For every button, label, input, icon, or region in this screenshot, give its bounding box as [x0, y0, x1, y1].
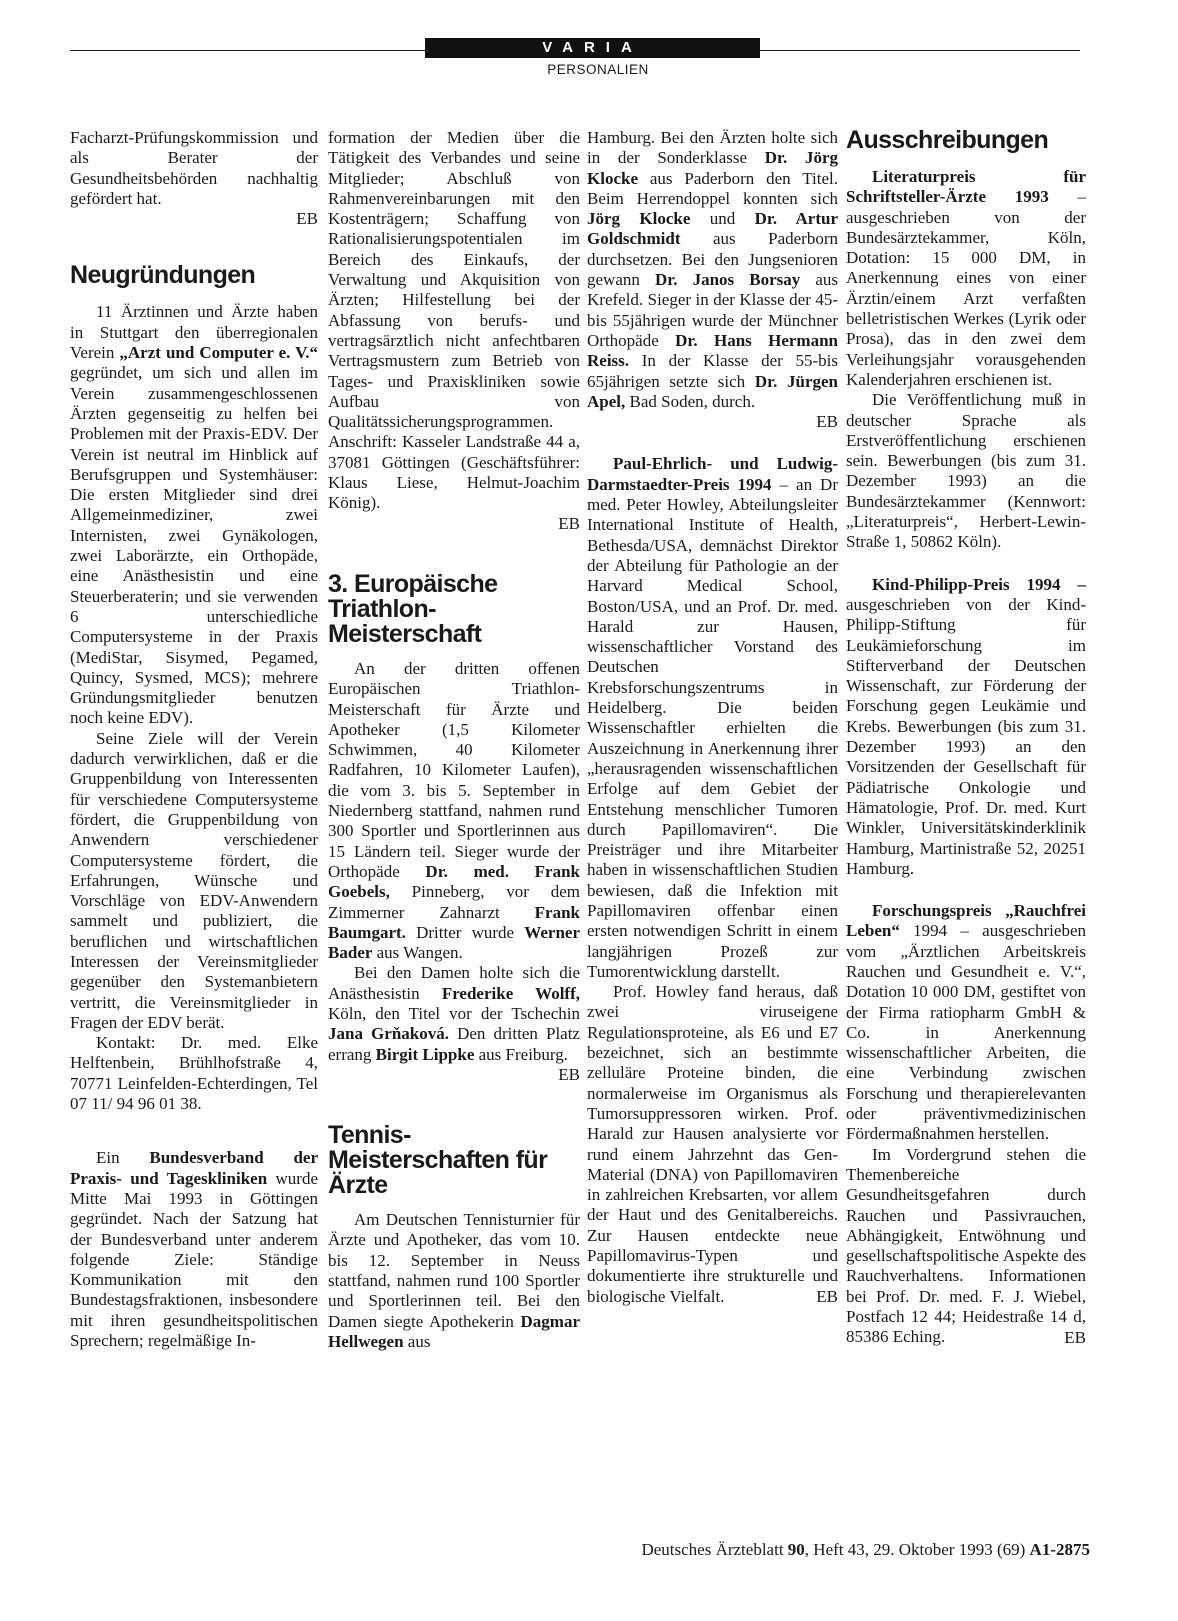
paragraph: Hamburg. Bei den Ärzten holte sich in der Sonderklasse Dr. Jörg Klocke aus Paderborn den Titel. Beim Herrendoppel konnten sich Jörg Klocke und Dr. Artur Goldschmidt aus Paderborn durchsetzen. Bei den Jungsenioren gewann Dr. Janos Borsay aus Krefeld. Sieger in der Klasse der 45- bis 55jährigen wurde der Münchner Orthopäde Dr. Hans Hermann Reiss. In der Klasse der 55-bis 65jährigen setzte sich Dr. Jürgen Apel, Bad Soden, durch. — [587, 128, 838, 411]
author-initials: EB — [816, 1286, 838, 1306]
author-initials: EB — [816, 412, 838, 432]
column-1 — [70, 128, 318, 1351]
column-4 — [846, 128, 1086, 1348]
paragraph: Facharzt-Prüfungskommission und als Berater der Gesundheitsbehörden nachhaltig gefördert hat. — [70, 128, 318, 208]
paragraph: Literaturpreis für Schriftsteller-Ärzte 1993 – ausgeschrieben von der Bundesärztekammer, Köln, Dotation: 15 000 DM, in Anerkennung eines von einer Ärztin/einem Arzt verfaßten belletristischen Werkes (Lyrik oder Prosa), das in den zwei dem Verleihungsjahr vorausgehenden Kalenderjahren erschienen ist. — [846, 167, 1087, 389]
page-footer: Deutsches Ärzteblatt 90, Heft 43, 29. Oktober 1993 (69) A1-2875 — [641, 1540, 1090, 1559]
paragraph: Ein Bundesverband der Praxis- und Tageskliniken wurde Mitte Mai 1993 in Göttingen gegründet. Nach der Satzung hat der Bundesverband unter anderem folgende Ziele: Ständige Kommunikation mit den Bundestagsfraktionen, insbesondere mit ihren gesundheitspolitischen Sprechern; regelmäßige In- — [70, 1148, 319, 1351]
paragraph: Die Veröffentlichung muß in deutscher Sprache als Erstveröffentlichung erschienen sein. Bewerbungen (bis zum 31. Dezember 1993) an die Bundesärztekammer (Kennwort: „Literaturpreis“, Herbert-Lewin-Straße 1, 50862 Köln). — [846, 390, 1086, 552]
paragraph: Bei den Damen holte sich die Anästhesistin Frederike Wolff, Köln, den Titel vor der Tschechin Jana Grňaková. Den dritten Platz errang Birgit Lippke aus Freiburg. — [328, 963, 580, 1064]
heading-tennis: Tennis-Meisterschaften für Ärzte — [328, 1121, 548, 1200]
paragraph: Forschungspreis „Rauchfrei Leben“ 1994 – ausgeschrieben vom „Ärztlichen Arbeitskreis Rauchen und Gesundheit e. V.“, Dotation 10 000 DM, gestiftet von der Firma ratiopharm GmbH & Co. in Anerkennung wissenschaftlicher Arbeiten, die eine Verbindung zwischen Forschung und therapierelevanten oder präventivmedizinischen Fördermaßnahmen herstellen. — [846, 901, 1086, 1144]
author-initials: EB — [558, 513, 580, 533]
paragraph: Kind-Philipp-Preis 1994 – ausgeschrieben von der Kind-Philipp-Stiftung für Leukämieforschung im Stifterverband der Deutschen Wissenschaft, zur Förderung der Forschung gegen Leukämie und Krebs. Bewerbungen (bis zum 31. Dezember 1993) an den Vorsitzenden der Gesellschaft für Pädiatrische Onkologie und Hämatologie, Prof. Dr. med. Kurt Winkler, Universitätskinderklinik Hamburg, Martinistraße 52, 20251 Hamburg. — [846, 574, 1086, 878]
paragraph: Kontakt: Dr. med. Elke Helftenbein, Brühlhofstraße 4, 70771 Leinfelden-Echterdingen, Tel 07 11/ 94 96 01 38. — [70, 1033, 318, 1114]
paragraph: Seine Ziele will der Verein dadurch verwirklichen, daß er die Gruppenbildung von Interessenten für verschiedene Computersysteme fördert, die Gruppenbildung von Anwendern verschiedener Computersysteme fördert, die Erfahrungen, Wünsche und Vorschläge von EDV-Anwendern sammelt und publiziert, die beruflichen und wirtschaftlichen Interessen der Vereinsmitglieder gegenüber den Systemanbietern vertritt, die Vereinsmitglieder in Fragen der EDV berät. — [70, 728, 318, 1032]
paragraph: formation der Medien über die Tätigkeit des Verbandes und seine Mitglieder; Abschluß von Rahmenvereinbarungen mit den Kostenträgern; Schaffung von Rationalisierungspotentialen im Bereich des Einkaufs, der Verwaltung und Akquisition von Ärzten; Hilfestellung bei der Abfassung von berufs- und vertragsärztlich nicht anfechtbaren Vertragsmustern zum Betrieb von Tages- und Praxiskliniken sowie Aufbau von Qualitätssicherungsprogrammen. Anschrift: Kasseler Landstraße 44 a, 37081 Göttingen (Geschäftsführer: Klaus Liese, Helmut-Joachim König). — [328, 128, 580, 513]
paragraph: Am Deutschen Tennisturnier für Ärzte und Apotheker, das vom 10. bis 12. September in Neuss stattfand, nahmen rund 100 Sportler und Sportlerinnen teil. Bei den Damen siegte Apothekerin Dagmar Hellwegen aus — [328, 1210, 580, 1351]
paragraph: Prof. Howley fand heraus, daß zwei viruseigene Regulationsproteine, als E6 und E7 bezeichnet, sich an bestimmte zelluläre Proteine binden, die normalerweise im Organismus als Tumorsuppressoren wirken. Prof. Harald zur Hausen analysierte vor rund einem Jahrzehnt das Gen-Material (DNA) von Papillomaviren in zahlreichen Krebsarten, vor allem der Haut und des Genitalbereichs. Zur Hausen entdeckte neue Papillomavirus-Typen und dokumentierte ihre strukturelle und biologische Vielfalt. — [587, 982, 838, 1306]
rubric-bar: VARIA — [425, 38, 760, 58]
paragraph: Im Vordergrund stehen die Themenbereiche Gesundheitsgefahren durch Rauchen und Passivrauchen, Abhängigkeit, Entwöhnung und gesellschaftspolitische Aspekte des Rauchverhaltens. Informationen bei Prof. Dr. med. F. J. Wiebel, Postfach 12 44; Heidestraße 14 d, 85386 Eching. — [846, 1144, 1086, 1347]
column-3 — [587, 128, 838, 1307]
author-initials: EB — [558, 1064, 580, 1084]
paragraph: 11 Ärztinnen und Ärzte haben in Stuttgart den überregionalen Verein „Arzt und Computer e. V.“ gegründet, um sich und allen im Verein zusammengeschlossenen Ärzten gegenseitig zu helfen bei Problemen mit der Praxis-EDV. Der Verein ist neutral im Hinblick auf Berufsgruppen und Systemhäuser: Die ersten Mitglieder sind drei Allgemeinmediziner, zwei Internisten, zwei Gynäkologen, zwei Laborärzte, ein Orthopäde, eine Anästhesistin und eine Steuerberaterin; und sie verwenden 6 unterschiedliche Computersysteme in der Praxis (MediStar, Sisymed, Pegamed, Quincy, Sysmed, MCS); mehrere Gründungsmitglieder benutzen noch keine EDV). — [70, 302, 318, 728]
author-initials: EB — [296, 209, 318, 229]
paragraph: Paul-Ehrlich- und Ludwig-Darmstaedter-Preis 1994 – an Dr med. Peter Howley, Abteilungsleiter International Institute of Health, Bethesda/USA, demnächst Direktor der Abteilung für Pathologie an der Harvard Medical School, Boston/USA, und an Prof. Dr. med. Harald zur Hausen, wissenschaftlicher Vorstand des Deutschen Krebsforschungszentrums in Heidelberg. Die beiden Wissenschaftler erhielten die Auszeichnung in Anerkennung ihrer „herausragenden wissenschaftlichen Erfolge auf dem Gebiet der Entstehung menschlicher Tumoren durch Papillomaviren“. Die Preisträger und ihre Mitarbeiter haben in wissenschaftlichen Studien bewiesen, daß die Infektion mit Papillomaviren offenbar einen ersten notwendigen Schritt in einem langjährigen Prozeß zur Tumorentwicklung darstellt. — [587, 454, 838, 981]
column-2 — [328, 128, 580, 1352]
paragraph: An der dritten offenen Europäischen Triathlon-Meisterschaft für Ärzte und Apotheker (1,5 Kilometer Schwimmen, 40 Kilometer Radfahren, 10 Kilometer Laufen), die vom 3. bis 5. September in Niedernberg stattfand, nahmen rund 300 Sportler und Sportlerinnen aus 15 Ländern teil. Sieger wurde der Orthopäde Dr. med. Frank Goebels, Pinneberg, vor dem Zimmerner Zahnarzt Frank Baumgart. Dritter wurde Werner Bader aus Wangen. — [328, 658, 580, 963]
heading-triathlon: 3. Europäische Triathlon-Meisterschaft — [328, 569, 498, 648]
section-label: PERSONALIEN — [547, 62, 649, 77]
author-initials: EB — [1064, 1327, 1086, 1347]
heading-neugruendungen: Neugründungen — [70, 261, 256, 290]
heading-ausschreibungen: Ausschreibungen — [846, 126, 1049, 154]
